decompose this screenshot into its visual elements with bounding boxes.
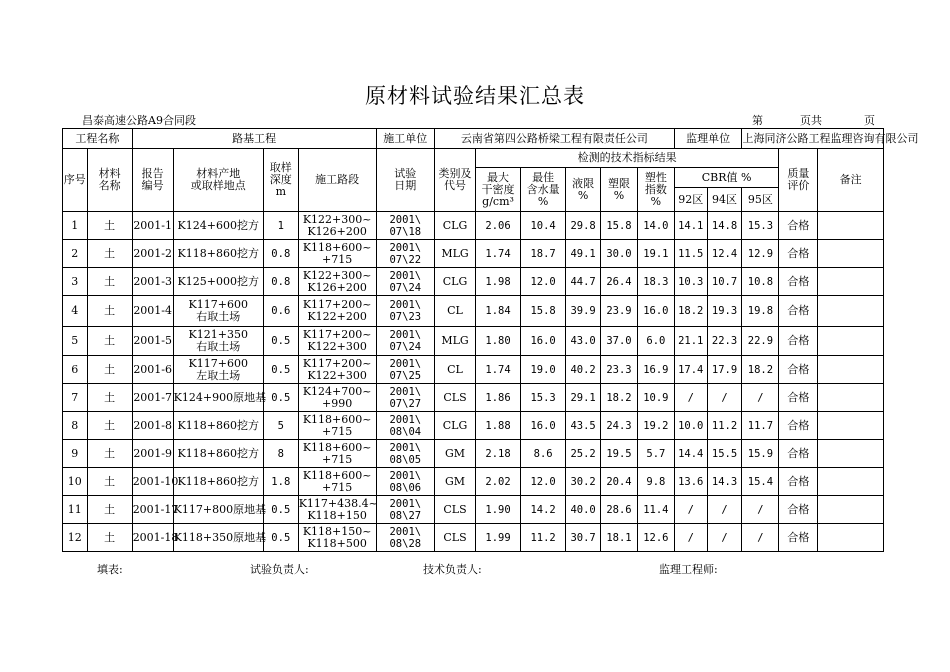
depth-cell: 0.8	[263, 240, 298, 268]
header-origin: 材料产地 或取样地点	[173, 149, 263, 212]
water-cell: 18.7	[521, 240, 566, 268]
header-water: 最佳 含水量 %	[521, 168, 566, 212]
header-type: 类别及 代号	[435, 149, 476, 212]
header-cbr-group: CBR值 %	[674, 168, 779, 188]
origin-cell: K118+860挖方	[173, 440, 263, 468]
seq-cell: 4	[63, 296, 88, 327]
plastic-cell: 18.2	[601, 384, 638, 412]
section-cell: K117+200~ K122+200	[298, 296, 376, 327]
project-line: 昌泰高速公路A9合同段	[82, 114, 196, 127]
type-cell: CLG	[435, 268, 476, 296]
origin-cell: K118+860挖方	[173, 240, 263, 268]
depth-cell: 1	[263, 212, 298, 240]
cbr95-cell: 22.9	[742, 327, 779, 356]
plasticity-index-cell: 10.9	[637, 384, 674, 412]
section-cell: K118+150~ K118+500	[298, 524, 376, 552]
quality-cell: 合格	[779, 412, 818, 440]
density-cell: 2.18	[475, 440, 520, 468]
cbr95-cell: 12.9	[742, 240, 779, 268]
plasticity-index-cell: 12.6	[637, 524, 674, 552]
type-cell: CLS	[435, 524, 476, 552]
plasticity-index-cell: 19.1	[637, 240, 674, 268]
page-ye: 页	[864, 114, 875, 127]
remark-cell	[818, 212, 884, 240]
cbr94-cell: 22.3	[707, 327, 742, 356]
section-cell: K118+600~ +715	[298, 240, 376, 268]
plasticity-index-cell: 11.4	[637, 496, 674, 524]
cbr92-cell: /	[674, 496, 707, 524]
report-cell: 2001-8	[132, 412, 173, 440]
report-cell: 2001-4	[132, 296, 173, 327]
type-cell: CLG	[435, 412, 476, 440]
cbr95-cell: 15.3	[742, 212, 779, 240]
plasticity-index-cell: 6.0	[637, 327, 674, 356]
material-cell: 土	[87, 240, 132, 268]
quality-cell: 合格	[779, 356, 818, 384]
plastic-cell: 23.3	[601, 356, 638, 384]
water-cell: 19.0	[521, 356, 566, 384]
date-cell: 2001\ 08\27	[376, 496, 434, 524]
origin-cell: K118+860挖方	[173, 468, 263, 496]
depth-cell: 0.6	[263, 296, 298, 327]
plastic-cell: 28.6	[601, 496, 638, 524]
cbr95-cell: 18.2	[742, 356, 779, 384]
seq-cell: 10	[63, 468, 88, 496]
footer-filler: 填表:	[97, 563, 123, 576]
quality-cell: 合格	[779, 496, 818, 524]
report-cell: 2001-2	[132, 240, 173, 268]
liquid-cell: 43.0	[566, 327, 601, 356]
section-cell: K118+600~ +715	[298, 440, 376, 468]
date-cell: 2001\ 07\18	[376, 212, 434, 240]
plastic-cell: 15.8	[601, 212, 638, 240]
plasticity-index-cell: 16.0	[637, 296, 674, 327]
liquid-cell: 43.5	[566, 412, 601, 440]
cbr95-cell: 11.7	[742, 412, 779, 440]
cbr94-cell: 19.3	[707, 296, 742, 327]
cbr92-cell: 17.4	[674, 356, 707, 384]
seq-cell: 3	[63, 268, 88, 296]
cbr94-cell: /	[707, 524, 742, 552]
header-liquid: 液限 %	[566, 168, 601, 212]
plastic-cell: 24.3	[601, 412, 638, 440]
header-max-density: 最大 干密度 g/cm³	[475, 168, 520, 212]
cbr92-cell: 14.4	[674, 440, 707, 468]
water-cell: 14.2	[521, 496, 566, 524]
cbr92-cell: 10.3	[674, 268, 707, 296]
project-label: 工程名称	[63, 129, 133, 149]
material-cell: 土	[87, 468, 132, 496]
header-cbr92: 92区	[674, 188, 707, 212]
water-cell: 12.0	[521, 268, 566, 296]
header-depth: 取样 深度 m	[263, 149, 298, 212]
quality-cell: 合格	[779, 524, 818, 552]
depth-cell: 0.5	[263, 384, 298, 412]
table-row	[63, 212, 884, 240]
section-cell: K118+600~ +715	[298, 412, 376, 440]
origin-cell: K121+350 右取土场	[173, 327, 263, 356]
depth-cell: 8	[263, 440, 298, 468]
report-cell: 2001-1	[132, 212, 173, 240]
type-cell: GM	[435, 468, 476, 496]
depth-cell: 0.5	[263, 524, 298, 552]
quality-cell: 合格	[779, 384, 818, 412]
cbr94-cell: 14.8	[707, 212, 742, 240]
table-row	[63, 240, 884, 268]
quality-cell: 合格	[779, 240, 818, 268]
remark-cell	[818, 268, 884, 296]
header-cbr94: 94区	[707, 188, 742, 212]
cbr94-cell: 14.3	[707, 468, 742, 496]
header-report: 报告 编号	[132, 149, 173, 212]
density-cell: 1.90	[475, 496, 520, 524]
plastic-cell: 23.9	[601, 296, 638, 327]
section-cell: K117+200~ K122+300	[298, 327, 376, 356]
section-cell: K117+438.4~ K118+150	[298, 496, 378, 522]
cbr95-cell: /	[742, 524, 779, 552]
density-cell: 1.80	[475, 327, 520, 356]
material-cell: 土	[87, 296, 132, 327]
footer-engineer: 监理工程师:	[659, 563, 718, 576]
seq-cell: 7	[63, 384, 88, 412]
header-section: 施工路段	[298, 149, 376, 212]
date-cell: 2001\ 08\28	[376, 524, 434, 552]
project-value: 路基工程	[132, 129, 376, 149]
water-cell: 8.6	[521, 440, 566, 468]
liquid-cell: 40.2	[566, 356, 601, 384]
type-cell: CL	[435, 296, 476, 327]
density-cell: 1.86	[475, 384, 520, 412]
header-seq: 序号	[63, 149, 88, 212]
origin-cell: K124+900原地基	[173, 384, 263, 412]
contractor-label: 施工单位	[376, 129, 434, 149]
remark-cell	[818, 468, 884, 496]
type-cell: CLG	[435, 212, 476, 240]
material-cell: 土	[87, 440, 132, 468]
date-cell: 2001\ 08\05	[376, 440, 434, 468]
cbr92-cell: 11.5	[674, 240, 707, 268]
origin-cell: K118+350原地基	[173, 524, 263, 552]
table-row	[63, 468, 884, 496]
remark-cell	[818, 440, 884, 468]
header-quality: 质量 评价	[779, 149, 818, 212]
origin-cell: K125+000挖方	[173, 268, 263, 296]
date-cell: 2001\ 08\06	[376, 468, 434, 496]
remark-cell	[818, 296, 884, 327]
date-cell: 2001\ 08\04	[376, 412, 434, 440]
cbr95-cell: 15.9	[742, 440, 779, 468]
date-cell: 2001\ 07\22	[376, 240, 434, 268]
plastic-cell: 20.4	[601, 468, 638, 496]
cbr94-cell: 15.5	[707, 440, 742, 468]
page-title: 原材料试验结果汇总表	[365, 84, 585, 108]
plasticity-index-cell: 9.8	[637, 468, 674, 496]
plasticity-index-cell: 19.2	[637, 412, 674, 440]
table-row	[63, 268, 884, 296]
plasticity-index-cell: 18.3	[637, 268, 674, 296]
table-row	[63, 524, 884, 552]
cbr95-cell: 19.8	[742, 296, 779, 327]
cbr95-cell: /	[742, 384, 779, 412]
results-table	[62, 128, 919, 552]
quality-cell: 合格	[779, 468, 818, 496]
footer-tester: 试验负责人:	[250, 563, 309, 576]
material-cell: 土	[87, 356, 132, 384]
footer-tech: 技术负责人:	[423, 563, 482, 576]
type-cell: CL	[435, 356, 476, 384]
section-cell: K117+200~ K122+300	[298, 356, 376, 384]
supervisor-label: 监理单位	[674, 129, 742, 149]
table-row	[63, 327, 884, 356]
liquid-cell: 30.7	[566, 524, 601, 552]
header-cbr95: 95区	[742, 188, 779, 212]
type-cell: MLG	[435, 240, 476, 268]
cbr92-cell: /	[674, 384, 707, 412]
material-cell: 土	[87, 384, 132, 412]
material-cell: 土	[87, 268, 132, 296]
water-cell: 11.2	[521, 524, 566, 552]
seq-cell: 11	[63, 496, 88, 524]
remark-cell	[818, 524, 884, 552]
seq-cell: 6	[63, 356, 88, 384]
type-cell: CLS	[435, 496, 476, 524]
type-cell: CLS	[435, 384, 476, 412]
density-cell: 1.88	[475, 412, 520, 440]
water-cell: 12.0	[521, 468, 566, 496]
remark-cell	[818, 384, 884, 412]
liquid-cell: 25.2	[566, 440, 601, 468]
cbr94-cell: 10.7	[707, 268, 742, 296]
header-row-1	[63, 149, 884, 168]
seq-cell: 1	[63, 212, 88, 240]
plastic-cell: 30.0	[601, 240, 638, 268]
density-cell: 1.74	[475, 356, 520, 384]
page-yegong: 页共	[800, 114, 822, 127]
seq-cell: 9	[63, 440, 88, 468]
report-cell: 2001-9	[132, 440, 173, 468]
cbr94-cell: 17.9	[707, 356, 742, 384]
cbr92-cell: 14.1	[674, 212, 707, 240]
quality-cell: 合格	[779, 212, 818, 240]
header-material: 材料 名称	[87, 149, 132, 212]
header-date: 试验 日期	[376, 149, 434, 212]
water-cell: 15.8	[521, 296, 566, 327]
date-cell: 2001\ 07\23	[376, 296, 434, 327]
header-plastic: 塑限 %	[601, 168, 638, 212]
depth-cell: 0.5	[263, 356, 298, 384]
cbr94-cell: 11.2	[707, 412, 742, 440]
header-results-group: 检测的技术指标结果	[475, 149, 778, 168]
type-cell: MLG	[435, 327, 476, 356]
depth-cell: 0.5	[263, 327, 298, 356]
cbr94-cell: /	[707, 384, 742, 412]
supervisor-value: 上海同济公路工程监理咨询有限公司	[742, 129, 884, 149]
plastic-cell: 26.4	[601, 268, 638, 296]
material-cell: 土	[87, 524, 132, 552]
seq-cell: 5	[63, 327, 88, 356]
cbr95-cell: 10.8	[742, 268, 779, 296]
seq-cell: 12	[63, 524, 88, 552]
cbr92-cell: /	[674, 524, 707, 552]
plastic-cell: 19.5	[601, 440, 638, 468]
cbr92-cell: 21.1	[674, 327, 707, 356]
origin-cell: K117+600 右取土场	[173, 296, 263, 327]
cbr92-cell: 18.2	[674, 296, 707, 327]
cbr94-cell: 12.4	[707, 240, 742, 268]
type-cell: GM	[435, 440, 476, 468]
plastic-cell: 18.1	[601, 524, 638, 552]
date-cell: 2001\ 07\24	[376, 327, 434, 356]
section-cell: K118+600~ +715	[298, 468, 376, 496]
remark-cell	[818, 356, 884, 384]
plasticity-index-cell: 14.0	[637, 212, 674, 240]
origin-cell: K117+600 左取土场	[173, 356, 263, 384]
table-row	[63, 356, 884, 384]
quality-cell: 合格	[779, 440, 818, 468]
cbr95-cell: /	[742, 496, 779, 524]
liquid-cell: 40.0	[566, 496, 601, 524]
quality-cell: 合格	[779, 327, 818, 356]
origin-cell: K118+860挖方	[173, 412, 263, 440]
report-cell: 2001-10	[132, 468, 173, 496]
density-cell: 2.02	[475, 468, 520, 496]
table-row	[63, 440, 884, 468]
water-cell: 16.0	[521, 412, 566, 440]
page-di: 第	[752, 114, 763, 127]
liquid-cell: 39.9	[566, 296, 601, 327]
material-cell: 土	[87, 496, 132, 524]
water-cell: 15.3	[521, 384, 566, 412]
depth-cell: 1.8	[263, 468, 298, 496]
water-cell: 10.4	[521, 212, 566, 240]
contractor-value: 云南省第四公路桥梁工程有限责任公司	[435, 129, 675, 149]
date-cell: 2001\ 07\24	[376, 268, 434, 296]
plasticity-index-cell: 5.7	[637, 440, 674, 468]
section-cell: K124+700~ +990	[298, 384, 376, 412]
liquid-cell: 49.1	[566, 240, 601, 268]
report-cell: 2001-17	[132, 496, 173, 524]
liquid-cell: 44.7	[566, 268, 601, 296]
density-cell: 1.84	[475, 296, 520, 327]
table-row	[63, 412, 884, 440]
remark-cell	[818, 240, 884, 268]
report-cell: 2001-3	[132, 268, 173, 296]
section-cell: K122+300~ K126+200	[298, 268, 376, 296]
liquid-cell: 30.2	[566, 468, 601, 496]
density-cell: 1.98	[475, 268, 520, 296]
date-cell: 2001\ 07\27	[376, 384, 434, 412]
table-row	[63, 296, 884, 327]
density-cell: 1.74	[475, 240, 520, 268]
liquid-cell: 29.8	[566, 212, 601, 240]
report-cell: 2001-7	[132, 384, 173, 412]
depth-cell: 0.8	[263, 268, 298, 296]
header-remark: 备注	[818, 149, 884, 212]
report-cell: 2001-18	[132, 524, 173, 552]
seq-cell: 2	[63, 240, 88, 268]
origin-cell: K124+600挖方	[173, 212, 263, 240]
material-cell: 土	[87, 412, 132, 440]
density-cell: 1.99	[475, 524, 520, 552]
cbr92-cell: 13.6	[674, 468, 707, 496]
material-cell: 土	[87, 327, 132, 356]
header-plasticity: 塑性 指数 %	[637, 168, 674, 212]
info-row	[63, 129, 884, 149]
material-cell: 土	[87, 212, 132, 240]
table-row	[63, 496, 884, 524]
table-row	[63, 384, 884, 412]
cbr94-cell: /	[707, 496, 742, 524]
plasticity-index-cell: 16.9	[637, 356, 674, 384]
cbr92-cell: 10.0	[674, 412, 707, 440]
water-cell: 16.0	[521, 327, 566, 356]
report-cell: 2001-6	[132, 356, 173, 384]
section-cell: K122+300~ K126+200	[298, 212, 376, 240]
plastic-cell: 37.0	[601, 327, 638, 356]
remark-cell	[818, 327, 884, 356]
seq-cell: 8	[63, 412, 88, 440]
report-cell: 2001-5	[132, 327, 173, 356]
origin-cell: K117+800原地基	[173, 496, 263, 524]
liquid-cell: 29.1	[566, 384, 601, 412]
remark-cell	[818, 496, 884, 524]
date-cell: 2001\ 07\25	[376, 356, 434, 384]
depth-cell: 5	[263, 412, 298, 440]
remark-cell	[818, 412, 884, 440]
depth-cell: 0.5	[263, 496, 298, 524]
density-cell: 2.06	[475, 212, 520, 240]
quality-cell: 合格	[779, 296, 818, 327]
quality-cell: 合格	[779, 268, 818, 296]
cbr95-cell: 15.4	[742, 468, 779, 496]
